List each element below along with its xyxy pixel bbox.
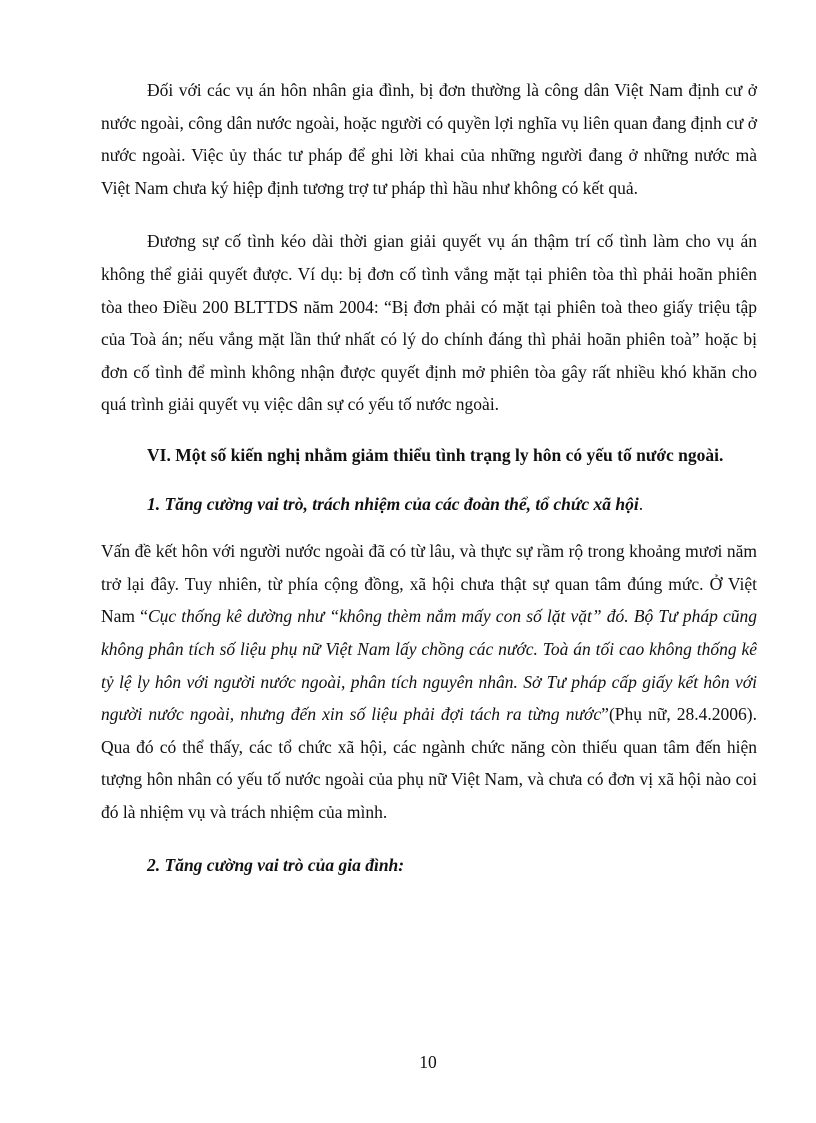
- paragraph-start-text: Vấn đề kết hôn với người nước ngoài đã có từ lâu, và thực sự rầm rộ trong khoảng mươi năm trở lại đây. Tuy nhiên, từ phía cộng đồng, xã hội chưa thật sự quan tâm đúng mức. Ở Việt Nam “: [101, 541, 757, 627]
- subsection-heading-2: 2. Tăng cường vai trò của gia đình:: [147, 855, 405, 876]
- paragraph-foreign-defendants: Đối với các vụ án hôn nhân gia đình, bị đơn thường là công dân Việt Nam định cư ở nước ngoài, công dân nước ngoài, hoặc người có quyền lợi nghĩa vụ liên quan đang định cư ở nước ngoài. Việc ủy thác tư pháp để ghi lời khai của những người đang ở những nước mà Việt Nam chưa ký hiệp định tương trợ tư pháp thì hầu như không có kết quả.: [101, 80, 757, 198]
- section-heading: VI. Một số kiến nghị nhằm giảm thiểu tình trạng ly hôn có yếu tố nước ngoài.: [147, 444, 724, 465]
- paragraph-delay-tactics: Đương sự cố tình kéo dài thời gian giải quyết vụ án thậm trí cố tình làm cho vụ án không thể giải quyết được. Ví dụ: bị đơn cố tình vắng mặt tại phiên tòa thì phải hoãn phiên tòa theo Điều 200 BLTTDS năm 2004: “Bị đơn phải có mặt tại phiên toà theo giấy triệu tập của Toà án; nếu vắng mặt lần thứ nhất có lý do chính đáng thì phải hoãn phiên toà” hoặc bị đơn cố tình để mình không nhận được quyết định mở phiên tòa gây rất nhiều khó khăn cho quá trình giải quyết vụ việc dân sự có yếu tố nước ngoài.: [101, 231, 757, 415]
- paragraph-social-organizations: [101, 535, 757, 828]
- subsection-heading-1-suffix: .: [638, 493, 644, 514]
- quoted-passage: Cục thống kê dường như “không thèm nắm mấy con số lặt vặt” đó. Bộ Tư pháp cũng không phân tích số liệu phụ nữ Việt Nam lấy chồng các nước. Toà án tối cao không thống kê tỷ lệ ly hôn với người nước ngoài, phân tích nguyên nhân. Sở Tư pháp cấp giấy kết hôn với người nước ngoài, nhưng đến xin số liệu phải đợi tách ra từng nước: [101, 606, 757, 725]
- subsection-heading-1-text: 1. Tăng cường vai trò, trách nhiệm của các đoàn thể, tổ chức xã hội: [147, 493, 639, 514]
- paragraph-end-text: ”(Phụ nữ, 28.4.2006). Qua đó có thể thấy, các tổ chức xã hội, các ngành chức năng còn thiếu quan tâm đến hiện tượng hôn nhân có yếu tố nước ngoài của phụ nữ Việt Nam, và chưa có đơn vị xã hội nào coi đó là nhiệm vụ và trách nhiệm của mình.: [101, 704, 757, 822]
- page-number: 10: [419, 1052, 437, 1072]
- subsection-heading-1: [101, 488, 757, 521]
- document-page: [101, 74, 757, 882]
